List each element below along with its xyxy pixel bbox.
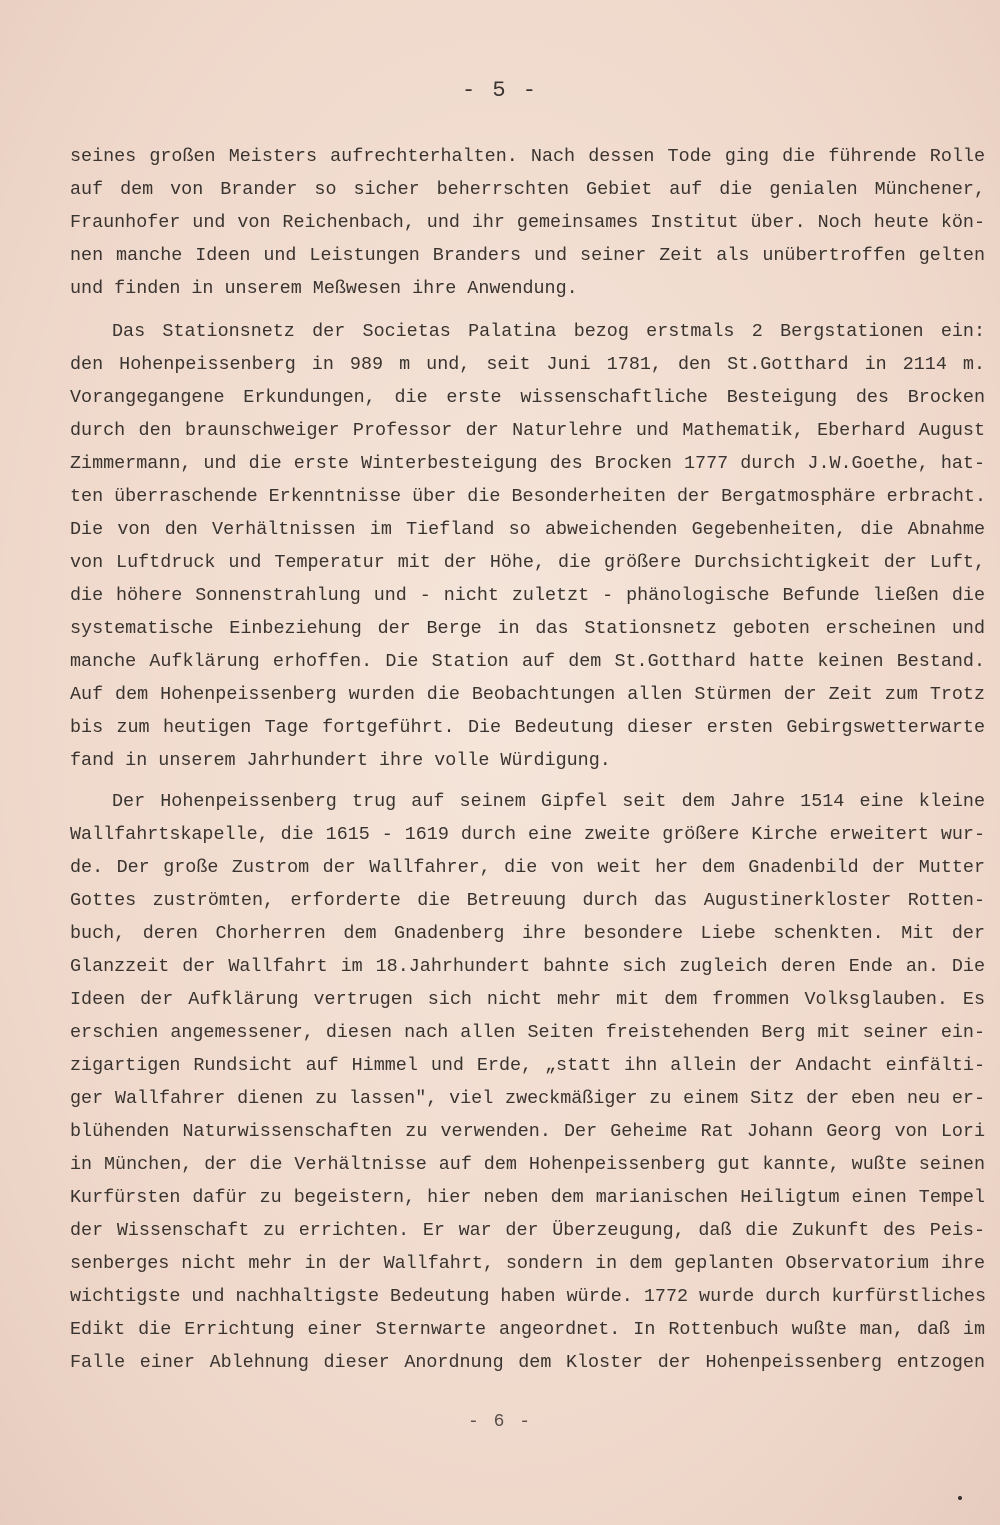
text-line: Zimmermann, und die erste Winterbesteigung des Brocken 1777 durch J.W.Goethe, hat- [70,453,985,474]
text-line: Falle einer Ablehnung dieser Anordnung dem Kloster der Hohenpeissenberg entzogen [70,1352,985,1373]
text-line: bis zum heutigen Tage fortgeführt. Die Bedeutung dieser ersten Gebirgswetterwarte [70,717,985,738]
text-line: systematische Einbeziehung der Berge in das Stationsnetz geboten erscheinen und [70,618,985,639]
text-line: buch, deren Chorherren dem Gnadenberg ihre besondere Liebe schenkten. Mit der [70,923,985,944]
text-line: Auf dem Hohenpeissenberg wurden die Beobachtungen allen Stürmen der Zeit zum Trotz [70,684,985,705]
page-number-bottom: - 6 - [467,1412,532,1432]
text-line: nen manche Ideen und Leistungen Branders und seiner Zeit als unübertroffen gelten [70,245,985,266]
text-line: manche Aufklärung erhoffen. Die Station auf dem St.Gotthard hatte keinen Bestand. [70,651,985,672]
text-line: von Luftdruck und Temperatur mit der Höhe, die größere Durchsichtigkeit der Luft, [70,552,985,573]
paragraph-2 [70,315,985,777]
text-line: de. Der große Zustrom der Wallfahrer, die von weit her dem Gnadenbild der Mutter [70,857,985,878]
text-line: ten überraschende Erkenntnisse über die Besonderheiten der Bergatmosphäre erbracht. [70,486,987,507]
text-line: zigartigen Rundsicht auf Himmel und Erde, „statt ihn allein der Andacht einfälti- [70,1055,985,1076]
text-line: den Hohenpeissenberg in 989 m und, seit Juni 1781, den St.Gotthard in 2114 m. [70,354,985,375]
text-line: blühenden Naturwissenschaften zu verwenden. Der Geheime Rat Johann Georg von Lori [70,1121,985,1142]
text-line: Der Hohenpeissenberg trug auf seinem Gipfel seit dem Jahre 1514 eine kleine [112,791,985,812]
text-line: und finden in unserem Meßwesen ihre Anwendung. [70,278,578,299]
page-number-top: - 5 - [461,78,538,103]
text-line: Das Stationsnetz der Societas Palatina bezog erstmals 2 Bergstationen ein: [112,321,985,342]
text-line: in München, der die Verhältnisse auf dem Hohenpeissenberg gut kannte, wußte seinen [70,1154,985,1175]
text-line: Vorangegangene Erkundungen, die erste wissenschaftliche Besteigung des Brocken [70,387,985,408]
text-line: senberges nicht mehr in der Wallfahrt, sondern in dem geplanten Observatorium ihre [70,1253,985,1274]
text-line: Kurfürsten dafür zu begeistern, hier neben dem marianischen Heiligtum einen Tempel [70,1187,985,1208]
text-line: auf dem von Brander so sicher beherrschten Gebiet auf die genialen Münchener, [70,179,985,200]
text-line: Edikt die Errichtung einer Sternwarte angeordnet. In Rottenbuch wußte man, daß im [70,1319,985,1340]
text-line: Wallfahrtskapelle, die 1615 - 1619 durch eine zweite größere Kirche erweitert wur- [70,824,985,845]
text-line: Gottes zuströmten, erforderte die Betreuung durch das Augustinerkloster Rotten- [70,890,985,911]
paragraph-1 [70,140,985,305]
text-line: die höhere Sonnenstrahlung und - nicht zuletzt - phänologische Befunde ließen die [70,585,985,606]
text-line: der Wissenschaft zu errichten. Er war der Überzeugung, daß die Zukunft des Peis- [70,1220,985,1241]
text-line: seines großen Meisters aufrechterhalten. Nach dessen Tode ging die führende Rolle [70,146,985,167]
text-line: wichtigste und nachhaltigste Bedeutung haben würde. 1772 wurde durch kurfürstliches [70,1286,987,1307]
text-line: Glanzzeit der Wallfahrt im 18.Jahrhundert bahnte sich zugleich deren Ende an. Die [70,956,985,977]
text-line: erschien angemessener, diesen nach allen Seiten freistehenden Berg mit seiner ein- [70,1022,985,1043]
text-line: Fraunhofer und von Reichenbach, und ihr gemeinsames Institut über. Noch heute kön- [70,212,985,233]
text-line: Ideen der Aufklärung vertrugen sich nicht mehr mit dem frommen Volksglauben. Es [70,989,985,1010]
text-line: durch den braunschweiger Professor der Naturlehre und Mathematik, Eberhard August [70,420,985,441]
paragraph-3 [70,785,985,1379]
text-line: Die von den Verhältnissen im Tiefland so abweichenden Gegebenheiten, die Abnahme [70,519,985,540]
text-line: ger Wallfahrer dienen zu lassen", viel zweckmäßiger zu einem Sitz der eben neu er- [70,1088,985,1109]
text-line: fand in unserem Jahrhundert ihre volle Würdigung. [70,750,611,771]
ink-spot [958,1496,962,1500]
